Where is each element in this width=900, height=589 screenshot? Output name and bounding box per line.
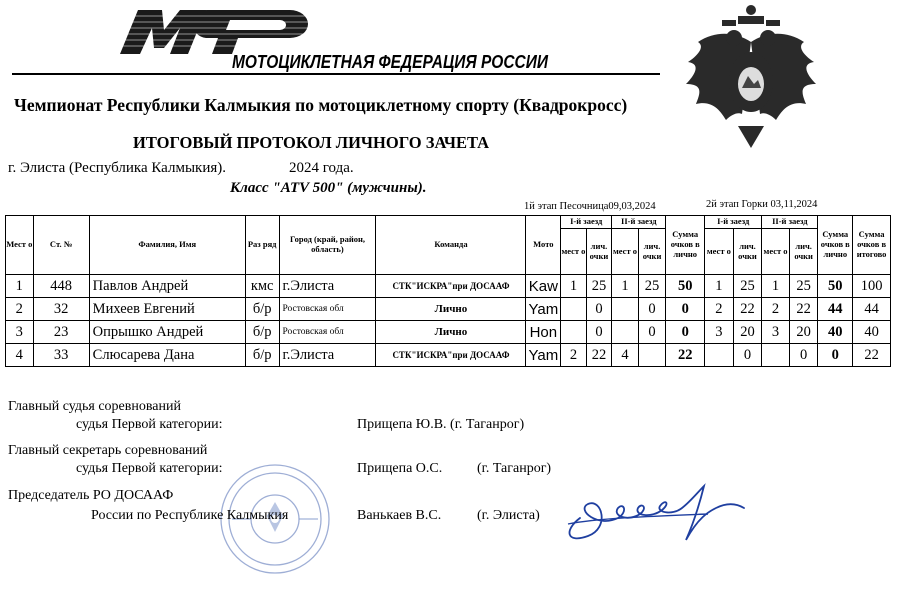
cell-s2-r1-place: 2: [705, 298, 734, 321]
col-s1-r2-points: лич. очки: [638, 229, 666, 275]
col-s1-r1-place: мест о: [561, 229, 587, 275]
col-s2-race2: II-й заезд: [762, 216, 818, 229]
chair-city: (г. Элиста): [477, 508, 540, 523]
cell-rank: кмс: [245, 275, 279, 298]
secretary-category: судья Первой категории:: [76, 461, 223, 476]
col-name: Фамилия, Имя: [89, 216, 245, 275]
cell-s2-r1-place: 3: [705, 321, 734, 344]
col-moto: Мото: [526, 216, 561, 275]
cell-name: Слюсарева Дана: [89, 344, 245, 367]
cell-s2-r1-place: 1: [705, 275, 734, 298]
col-rank: Раз ряд: [245, 216, 279, 275]
table-header-row: [6, 216, 891, 229]
cell-s2-r2-place: 2: [762, 298, 790, 321]
cell-s2-r2-place: [762, 344, 790, 367]
col-s2-r1-points: лич. очки: [733, 229, 762, 275]
chair-title: Председатель РО ДОСААФ: [8, 488, 174, 503]
cell-place: 2: [6, 298, 34, 321]
cell-s2-r1-points: 20: [733, 321, 762, 344]
cell-start-no: 33: [33, 344, 89, 367]
col-city: Город (край, район, область): [279, 216, 376, 275]
cell-team: СТК"ИСКРА"при ДОСААФ: [376, 344, 526, 367]
cell-s2-r2-points: 22: [789, 298, 818, 321]
event-year: 2024 года.: [289, 160, 354, 176]
col-s1-race1: I-й заезд: [561, 216, 612, 229]
cell-s1-r2-points: 0: [638, 321, 666, 344]
cell-team: Лично: [376, 298, 526, 321]
col-team: Команда: [376, 216, 526, 275]
judge-category: судья Первой категории:: [76, 417, 223, 432]
cell-s1-r2-points: 0: [638, 298, 666, 321]
col-s1-r1-points: лич. очки: [586, 229, 612, 275]
cell-city: Ростовская обл: [279, 298, 376, 321]
protocol-title: ИТОГОВЫЙ ПРОТОКОЛ ЛИЧНОГО ЗАЧЕТА: [133, 133, 490, 152]
mf-logo: [110, 8, 310, 56]
cell-start-no: 448: [33, 275, 89, 298]
cell-s1-r1-place: [561, 321, 587, 344]
cell-start-no: 23: [33, 321, 89, 344]
stage-2-label: 2й этап Горки 03,11,2024: [706, 199, 818, 210]
cell-s1-r1-place: [561, 298, 587, 321]
cell-s1-r1-points: 0: [586, 321, 612, 344]
cell-s2-sum: 0: [818, 344, 853, 367]
secretary-name: Прищепа О.С.: [357, 461, 443, 476]
cell-rank: б/р: [245, 321, 279, 344]
cell-s2-sum: 50: [818, 275, 853, 298]
col-s1-r2-place: мест о: [612, 229, 639, 275]
secretary-city: (г. Таганрог): [477, 461, 552, 476]
chair-name: Ванькаев В.С.: [357, 508, 442, 523]
table-row: [6, 275, 891, 298]
cell-s1-r2-place: [612, 298, 639, 321]
cell-s2-sum: 40: [818, 321, 853, 344]
results-table: [5, 215, 891, 367]
cell-name: Михеев Евгений: [89, 298, 245, 321]
cell-city: г.Элиста: [279, 275, 376, 298]
cell-s1-r1-points: 22: [586, 344, 612, 367]
federation-name: МОТОЦИКЛЕТНАЯ ФЕДЕРАЦИЯ РОССИИ: [232, 52, 548, 72]
cell-s1-r2-points: 25: [638, 275, 666, 298]
cell-s2-r2-points: 20: [789, 321, 818, 344]
cell-name: Павлов Андрей: [89, 275, 245, 298]
cell-s1-sum: 0: [666, 298, 705, 321]
cell-s1-r1-points: 25: [586, 275, 612, 298]
table-row: [6, 344, 891, 367]
event-location: г. Элиста (Республика Калмыкия).: [8, 160, 226, 176]
cell-city: Ростовская обл: [279, 321, 376, 344]
cell-s1-r1-place: 2: [561, 344, 587, 367]
cell-s2-r2-place: 1: [762, 275, 790, 298]
championship-title: Чемпионат Республики Калмыкия по мотоциклетному спорту (Квадрокросс): [14, 95, 628, 115]
cell-s2-r2-points: 0: [789, 344, 818, 367]
cell-place: 4: [6, 344, 34, 367]
col-start-no: Ст. №: [33, 216, 89, 275]
cell-total: 40: [853, 321, 891, 344]
cell-moto: Kaw: [526, 275, 561, 298]
cell-city: г.Элиста: [279, 344, 376, 367]
cell-s1-r1-points: 0: [586, 298, 612, 321]
col-total: Сумма очков в итогово: [853, 216, 891, 275]
judge-title: Главный судья соревнований: [8, 399, 181, 414]
cell-place: 1: [6, 275, 34, 298]
table-row: [6, 298, 891, 321]
cell-total: 44: [853, 298, 891, 321]
col-s2-race1: I-й заезд: [705, 216, 762, 229]
col-place: Мест о: [6, 216, 34, 275]
header-divider: [12, 73, 660, 75]
cell-total: 100: [853, 275, 891, 298]
cell-rank: б/р: [245, 298, 279, 321]
cell-s2-r1-points: 0: [733, 344, 762, 367]
col-s2-r2-place: мест о: [762, 229, 790, 275]
double-headed-eagle-emblem: [676, 2, 826, 152]
col-s2-r2-points: лич. очки: [789, 229, 818, 275]
cell-s2-r2-place: 3: [762, 321, 790, 344]
cell-moto: Yam: [526, 344, 561, 367]
col-s1-sum: Сумма очков в лично: [666, 216, 705, 275]
cell-s2-r1-points: 25: [733, 275, 762, 298]
cell-s1-r2-place: 4: [612, 344, 639, 367]
cell-rank: б/р: [245, 344, 279, 367]
cell-place: 3: [6, 321, 34, 344]
chair-organization: России по Республике Калмыкия: [91, 508, 289, 523]
cell-name: Опрышко Андрей: [89, 321, 245, 344]
cell-team: СТК"ИСКРА"при ДОСААФ: [376, 275, 526, 298]
table-row: [6, 321, 891, 344]
cell-total: 22: [853, 344, 891, 367]
cell-s1-r1-place: 1: [561, 275, 587, 298]
cell-s2-sum: 44: [818, 298, 853, 321]
cell-s1-sum: 50: [666, 275, 705, 298]
cell-s1-r2-points: [638, 344, 666, 367]
cell-moto: Yam: [526, 298, 561, 321]
cell-s1-r2-place: [612, 321, 639, 344]
judge-name: Прищепа Ю.В. (г. Таганрог): [357, 417, 525, 432]
col-s2-r1-place: мест о: [705, 229, 734, 275]
cell-start-no: 32: [33, 298, 89, 321]
cell-s2-r1-points: 22: [733, 298, 762, 321]
cell-s1-r2-place: 1: [612, 275, 639, 298]
chairman-signature: [558, 478, 758, 548]
cell-s1-sum: 0: [666, 321, 705, 344]
stage-1-label: 1й этап Песочница09,03,2024: [524, 201, 656, 212]
cell-moto: Hon: [526, 321, 561, 344]
cell-s2-r2-points: 25: [789, 275, 818, 298]
col-s1-race2: II-й заезд: [612, 216, 666, 229]
race-class: Класс "ATV 500" (мужчины).: [230, 180, 427, 196]
cell-s2-r1-place: [705, 344, 734, 367]
cell-s1-sum: 22: [666, 344, 705, 367]
cell-team: Лично: [376, 321, 526, 344]
secretary-title: Главный секретарь соревнований: [8, 443, 208, 458]
col-s2-sum: Сумма очков в лично: [818, 216, 853, 275]
